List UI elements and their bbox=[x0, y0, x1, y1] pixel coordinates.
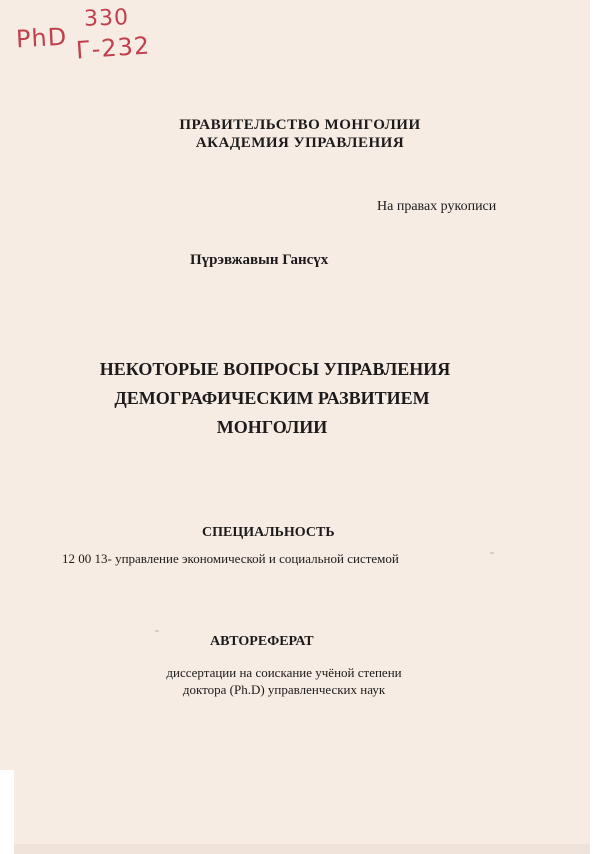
abstract-line-2: доктора (Ph.D) управленческих наук bbox=[182, 682, 386, 697]
manuscript-rights-note: На правах рукописи bbox=[377, 199, 497, 214]
handwritten-phd: PhD bbox=[15, 22, 68, 54]
handwritten-number: 330 bbox=[83, 5, 130, 32]
title-line-3: МОНГОЛИИ bbox=[216, 417, 328, 437]
institution-header bbox=[0, 116, 600, 152]
handwritten-code: Г-232 bbox=[75, 31, 151, 65]
title-line-2: ДЕМОГРАФИЧЕСКИМ РАЗВИТИЕМ bbox=[114, 388, 430, 408]
government-line: ПРАВИТЕЛЬСТВО МОНГОЛИИ bbox=[179, 117, 421, 133]
paper-speck bbox=[490, 552, 494, 554]
specialty-heading: СПЕЦИАЛЬНОСТЬ bbox=[202, 525, 335, 540]
academy-line: АКАДЕМИЯ УПРАВЛЕНИЯ bbox=[195, 135, 405, 151]
abstract-line-1: диссертации на соискание учёной степени bbox=[166, 665, 402, 680]
abstract-heading: АВТОРЕФЕРАТ bbox=[210, 634, 314, 649]
specialty-text: 12 00 13- управление экономической и социальной системой bbox=[62, 551, 399, 566]
scan-left-tab bbox=[0, 770, 14, 854]
paper-speck bbox=[155, 630, 159, 632]
title-line-1: НЕКОТОРЫЕ ВОПРОСЫ УПРАВЛЕНИЯ bbox=[99, 359, 451, 379]
author-name: Пүрэвжавын Гансүх bbox=[190, 252, 329, 268]
dissertation-title bbox=[0, 355, 600, 442]
abstract-description bbox=[126, 664, 442, 698]
scan-bottom-edge bbox=[0, 844, 590, 854]
